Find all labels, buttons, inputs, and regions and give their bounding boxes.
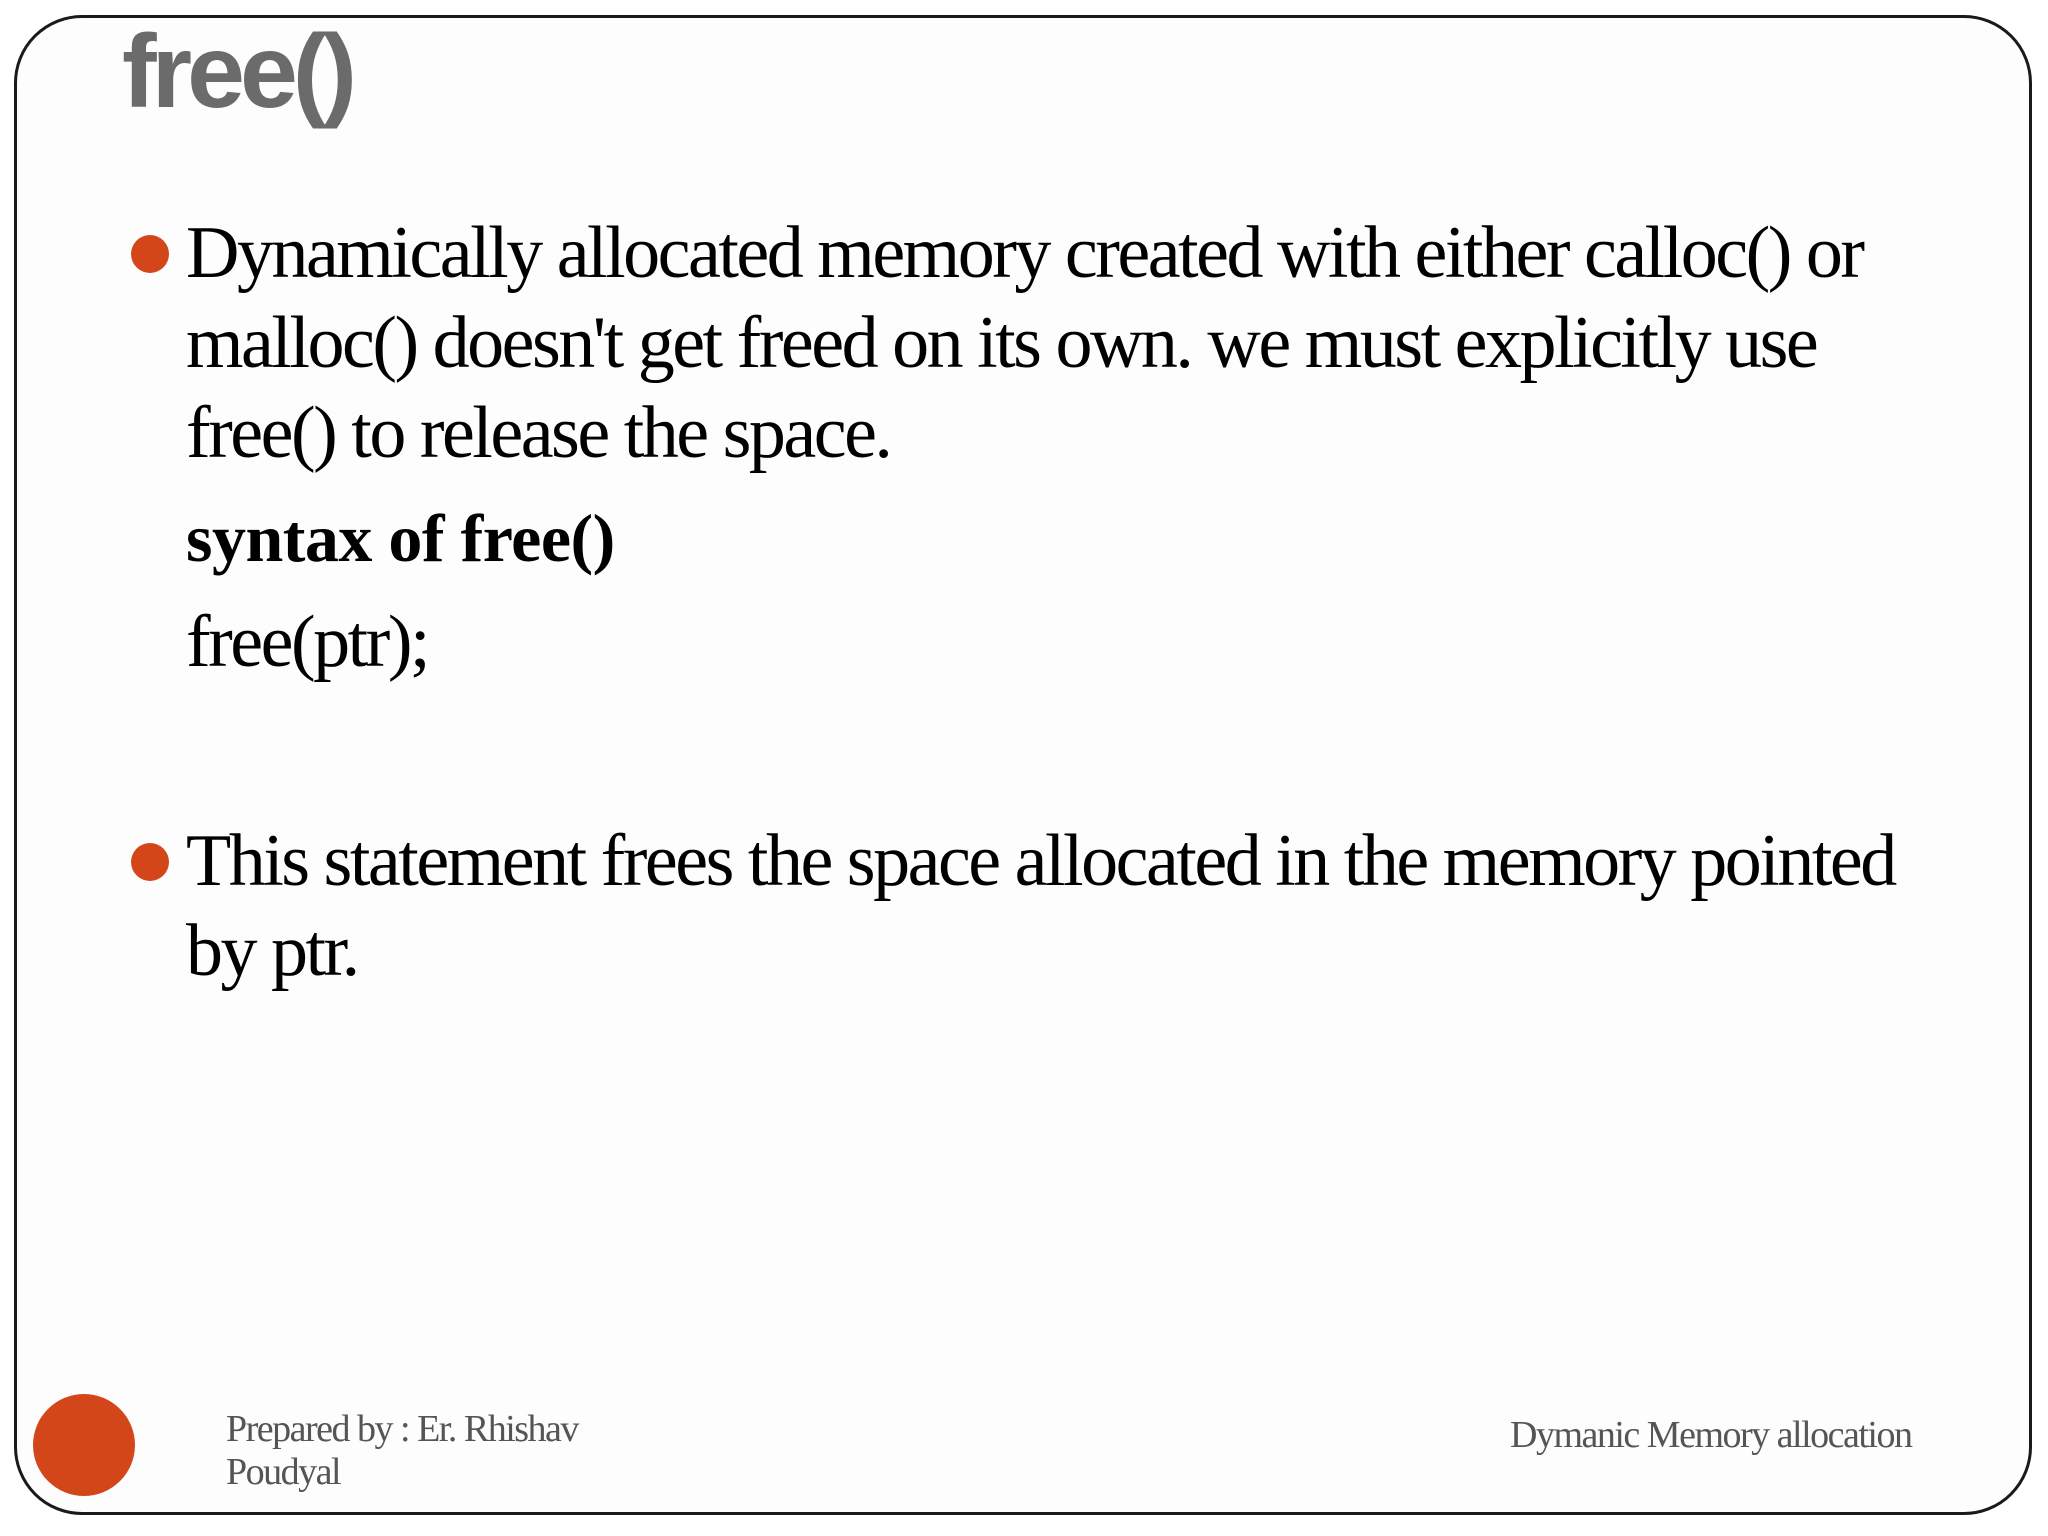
footer-circle-decoration	[33, 1394, 135, 1496]
slide-title: free()	[122, 14, 353, 130]
syntax-code: free(ptr);	[186, 601, 429, 683]
bullet-dot-icon	[131, 235, 169, 273]
bullet-text-2: This statement frees the space allocated in the memory pointed by ptr.	[186, 820, 1895, 992]
footer-prepared-by: Prepared by : Er. Rhishav Poudyal	[226, 1408, 578, 1493]
footer-topic: Dymanic Memory allocation	[1510, 1414, 1912, 1456]
bullet-dot-icon	[131, 843, 169, 881]
bullet-text-1: Dynamically allocated memory created with either calloc() or malloc() doesn't get freed on its own. we must explicitly use free() to release the space.	[186, 212, 1863, 474]
syntax-heading: syntax of free()	[186, 500, 615, 576]
